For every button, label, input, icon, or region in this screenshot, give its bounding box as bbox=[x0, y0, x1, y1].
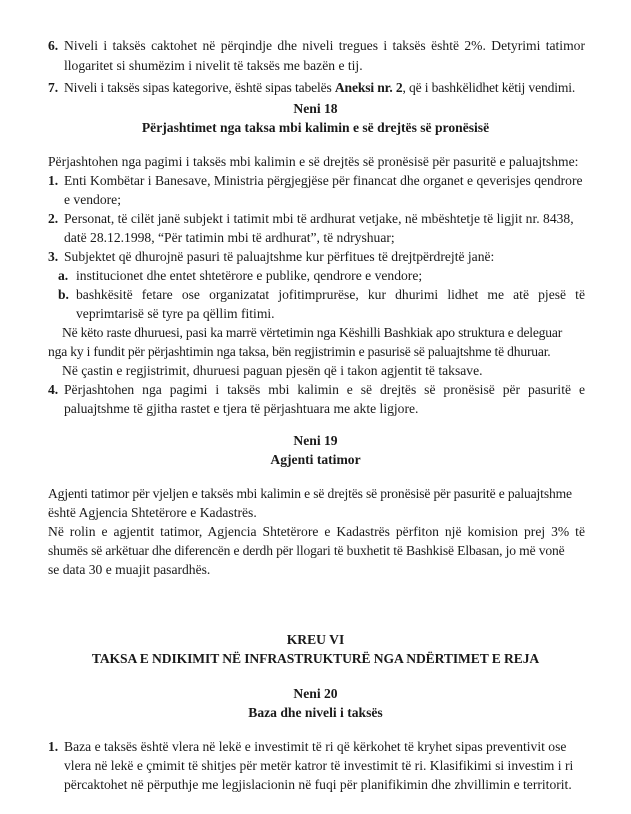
item-text-line: Përjashtohen nga pagimi i taksës mbi kalimin e së drejtës së pronësisë për pasuritë e bbox=[64, 382, 585, 397]
paragraph-line: se data 30 e muajit pasardhës. bbox=[48, 562, 211, 577]
chapter-6-subtitle: TAKSA E NDIKIMIT NË INFRASTRUKTURË NGA NDËRTIMET E REJA bbox=[91, 651, 540, 666]
paragraph-line: Në rolin e agjentit tatimor, Agjencia Shtetërore e Kadastrës përfiton një komision prej 3% të bbox=[48, 524, 585, 539]
item-text-line: Baza e taksës është vlera në lekë e investimit të ri që kërkohet të kryhet sipas preventivit ose bbox=[64, 739, 567, 754]
item-text-line: veprimtarisë së tyre pa qëllim fitimi. bbox=[76, 306, 275, 321]
item-text: , që i bashkëlidhet këtij vendimi. bbox=[402, 80, 576, 95]
item-letter: b. bbox=[58, 287, 69, 302]
article-18-subtitle: Përjashtimet nga taksa mbi kalimin e së drejtës së pronësisë bbox=[141, 120, 490, 135]
note-line: Në këto raste dhuruesi, pasi ka marrë vërtetimin nga Këshilli Bashkiak apo struktura e deleguar bbox=[62, 325, 563, 340]
paragraph-line: është Agjencia Shtetërore e Kadastrës. bbox=[48, 505, 257, 520]
article-18-title: Neni 18 bbox=[293, 101, 338, 116]
paragraph-line: Agjenti tatimor për vjeljen e taksës mbi kalimin e së drejtës së pronësisë për pasuritë e paluajtshme bbox=[48, 486, 572, 501]
item-number: 3. bbox=[48, 249, 59, 264]
item-text-line: Niveli i taksës caktohet në përqindje dhe niveli tregues i taksës është 2%. Detyrimi tatimor bbox=[64, 38, 585, 53]
chapter-6-title: KREU VI bbox=[286, 632, 345, 647]
item-number: 7. bbox=[48, 80, 59, 95]
item-text-line: datë 28.12.1998, “Për tatimin mbi të ardhurat”, të ndryshuar; bbox=[64, 230, 395, 245]
item-text-line: e vendore; bbox=[64, 192, 121, 207]
item-text: Niveli i taksës sipas kategorive, është sipas tabelës bbox=[64, 80, 335, 95]
article-20-title: Neni 20 bbox=[293, 686, 338, 701]
item-text-line bbox=[64, 79, 575, 97]
annex-reference: Aneksi nr. 2 bbox=[334, 80, 403, 95]
item-letter: a. bbox=[58, 268, 69, 283]
item-text-line: paluajtshme të gjitha rastet e tjera të përjashtuara me akte ligjore. bbox=[64, 401, 419, 416]
article-20-subtitle: Baza dhe niveli i taksës bbox=[248, 705, 383, 720]
item-text-line: bashkësitë fetare ose organizatat jofitimprurëse, kur dhurimi lidhet me atë pjesë të bbox=[76, 287, 585, 302]
item-text-line: institucionet dhe entet shtetërore e publike, qendrore e vendore; bbox=[76, 268, 423, 283]
item-number: 4. bbox=[48, 382, 59, 397]
note-line: nga ky i fundit për përjashtimin nga taksa, bën regjistrimin e pasurisë së paluajtshme të dhuruar. bbox=[48, 344, 551, 359]
item-text-line: përcaktohet në përputhje me legjislacionin në fuqi për planifikimin dhe zhvillimin e territorit. bbox=[64, 777, 572, 792]
item-number: 6. bbox=[48, 38, 59, 53]
item-text-line: llogaritet si shumëzim i nivelit të taksës me bazën e tij. bbox=[64, 58, 363, 73]
article-19-title: Neni 19 bbox=[293, 433, 338, 448]
article-19-subtitle: Agjenti tatimor bbox=[270, 452, 361, 467]
item-number: 1. bbox=[48, 739, 59, 754]
item-text-line: Subjektet që dhurojnë pasuri të paluajtshme kur përfitues të drejtpërdrejtë janë: bbox=[64, 249, 495, 264]
item-text-line: Personat, të cilët janë subjekt i tatimit mbi të ardhurat vetjake, në mbështetje të ligjit nr. 8438, bbox=[64, 211, 574, 226]
item-text-line: vlera në lekë e çmimit të shitjes për metër katror të investimit të ri. Klasifikimi si investim i ri bbox=[64, 758, 574, 773]
note-line: Në çastin e regjistrimit, dhuruesi paguan pjesën që i takon agjentit të taksave. bbox=[62, 363, 483, 378]
item-text-line: Enti Kombëtar i Banesave, Ministria përgjegjëse për financat dhe organet e qeverisjes qendrore bbox=[64, 173, 583, 188]
paragraph-line: shumës së arkëtuar dhe diferencën e derdh për llogari të buxhetit të Bashkisë Elbasan, jo më vonë bbox=[48, 543, 565, 558]
article-18-intro: Përjashtohen nga pagimi i taksës mbi kalimin e së drejtës së pronësisë për pasuritë e paluajtshme: bbox=[48, 154, 579, 169]
item-number: 1. bbox=[48, 173, 59, 188]
item-number: 2. bbox=[48, 211, 59, 226]
